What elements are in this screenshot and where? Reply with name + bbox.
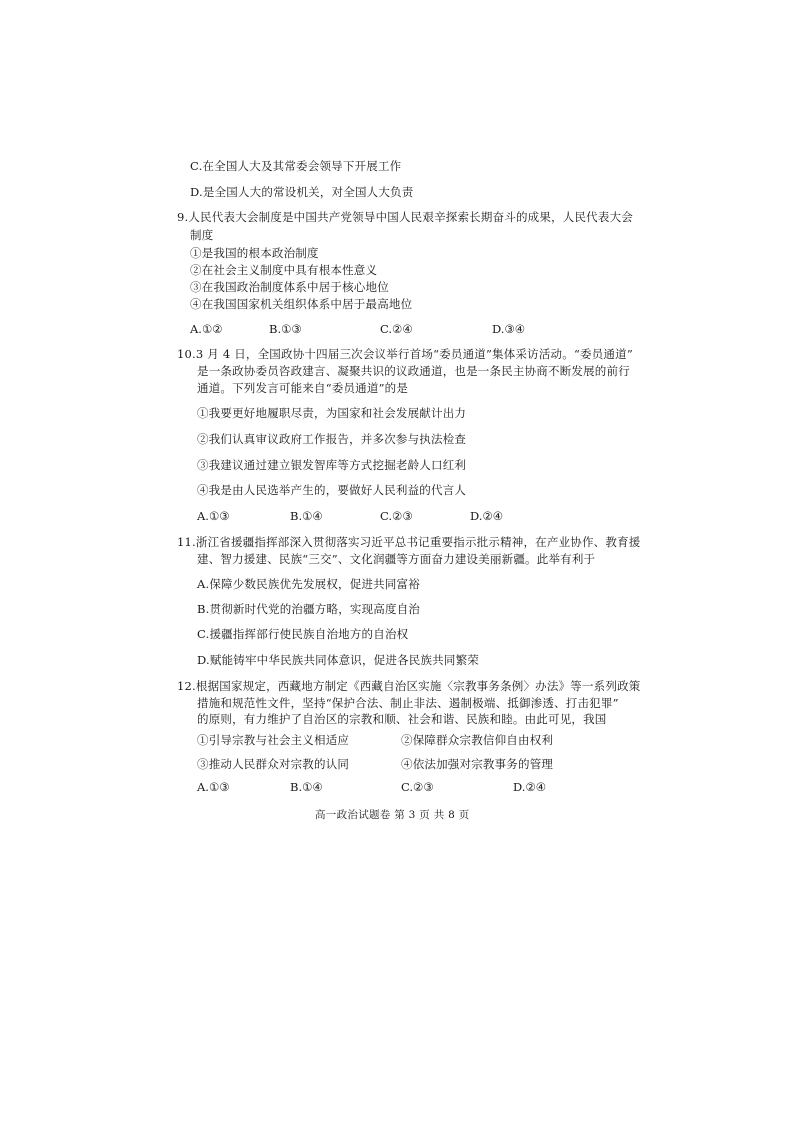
q10-item-3: ③我建议通过建立银发智库等方式挖掘老龄人口红利 [197, 458, 467, 472]
q12-choice-d: D.②④ [513, 780, 547, 794]
q10-stem-line-3: 通道。下列发言可能来自“委员通道”的是 [197, 381, 409, 395]
q12-stem-line-2: 措施和规范性文件，坚持“保护合法、制止非法、遏制极端、抵御渗透、打击犯罪” [197, 696, 619, 710]
q11-option-c: C.援疆指挥部行使民族自治地方的自治权 [197, 627, 409, 641]
q12-item-4: ④依法加强对宗教事务的管理 [401, 757, 554, 771]
q11-stem-line-2: 建、智力援建、民族“三交”、文化润疆等方面奋力建设美丽新疆。此举有利于 [197, 552, 596, 566]
q11-option-b: B.贯彻新时代党的治疆方略，实现高度自治 [197, 602, 421, 616]
q11-option-a: A.保障少数民族优先发展权，促进共同富裕 [197, 577, 420, 591]
q9-item-4: ④在我国国家机关组织体系中居于最高地位 [190, 297, 413, 311]
q12-stem-line-3: 的原则，有力维护了自治区的宗教和顺、社会和谐、民族和睦。由此可见，我国 [197, 712, 607, 726]
q12-item-3: ③推动人民群众对宗教的认同 [197, 757, 350, 771]
q11-stem-line-1: 11.浙江省援疆指挥部深入贯彻落实习近平总书记重要指示批示精神，在产业协作、教育援 [177, 535, 641, 549]
q9-item-3: ③在我国政治制度体系中居于核心地位 [190, 280, 389, 294]
q12-item-2: ②保障群众宗教信仰自由权利 [401, 733, 554, 747]
q9-choice-a: A.①② [190, 322, 223, 336]
q10-item-4: ④我是由人民选举产生的，要做好人民利益的代言人 [197, 483, 467, 497]
q10-item-2: ②我们认真审议政府工作报告，并多次参与执法检查 [197, 432, 467, 446]
q11-option-d: D.赋能铸牢中华民族共同体意识，促进各民族共同繁荣 [197, 653, 479, 667]
q9-item-1: ①是我国的根本政治制度 [190, 246, 319, 260]
q12-choice-b: B.①④ [290, 780, 323, 794]
q10-stem-line-2: 是一条政协委员咨政建言、凝聚共识的议政通道，也是一条民主协商不断发展的前行 [197, 364, 630, 378]
page-footer: 高一政治试题卷 第 3 页 共 8 页 [315, 809, 470, 821]
q9-item-2: ②在社会主义制度中具有根本性意义 [190, 263, 378, 277]
q12-item-1: ①引导宗教与社会主义相适应 [197, 733, 350, 747]
q8-option-c: C.在全国人大及其常委会领导下开展工作 [190, 159, 402, 173]
q8-option-d: D.是全国人大的常设机关，对全国人大负责 [190, 185, 414, 199]
q10-item-1: ①我要更好地履职尽责，为国家和社会发展献计出力 [197, 406, 467, 420]
q9-choice-c: C.②④ [380, 322, 413, 336]
q9-stem-line-2: 制度 [190, 228, 214, 242]
q10-stem-line-1: 10.3 月 4 日，全国政协十四届三次会议举行首场“委员通道”集体采访活动。“委员通道” [177, 347, 633, 361]
q12-stem-line-1: 12.根据国家规定，西藏地方制定《西藏自治区实施〈宗教事务条例〉办法》等一系列政策 [177, 679, 641, 693]
q10-choice-d: D.②④ [470, 509, 504, 523]
q12-choice-c: C.②③ [401, 780, 434, 794]
q10-choice-b: B.①④ [290, 509, 323, 523]
q9-choice-d: D.③④ [492, 322, 526, 336]
q10-choice-c: C.②③ [380, 509, 413, 523]
q9-choice-b: B.①③ [269, 322, 302, 336]
q10-choice-a: A.①③ [197, 509, 230, 523]
q9-stem-line-1: 9.人民代表大会制度是中国共产党领导中国人民艰辛探索长期奋斗的成果，人民代表大会 [177, 210, 633, 224]
q12-choice-a: A.①③ [197, 780, 230, 794]
